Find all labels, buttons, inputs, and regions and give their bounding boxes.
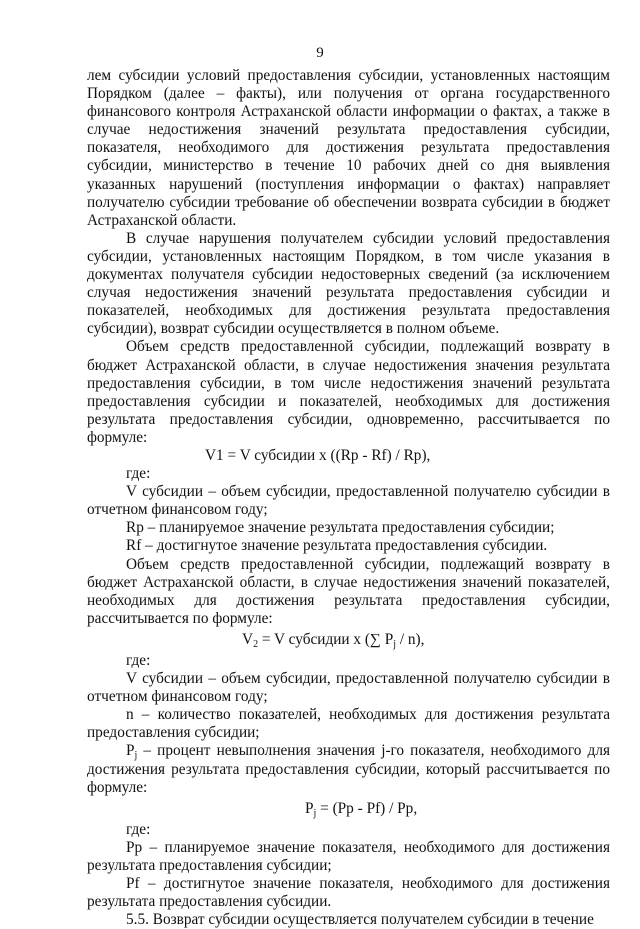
formula-pj-tail: = (Pp - Pf) / Pp, [316,799,418,817]
formula-pj [87,800,610,818]
formula-pj-sub: j [313,807,317,819]
where-label: где: [126,820,151,838]
formula-v1: V1 = V субсидии x ((Rp - Rf) / Rp), [205,446,431,464]
formula-pj-lhs: P [305,799,314,817]
page-number: 9 [316,45,324,61]
where-label: где: [126,465,151,483]
paragraph-return-volume-indicators: Объем средств предоставленной субсидии, подлежащий возврату в бюджет Астраханской области, в случае недостижения значений показателей, необходимых для достижения результата предоставления субсидии, рассчитывается по формуле: [87,555,610,627]
definition-pj-text: – процент невыполнения значения j-го показателя, необходимого для достижения результата предоставления субсидии, который рассчитывается по формуле: [87,742,610,796]
formula-v2-mid: = V субсидии x (∑ P [258,630,394,648]
definition-rp: Rp – планируемое значение результата предоставления субсидии; [126,519,555,537]
definition-pj [87,742,610,796]
definition-n: n – количество показателей, необходимых для достижения результата предоставления субсидии; [87,706,610,742]
formula-v2 [87,631,610,649]
definition-pf: Pf – достигнутое значение показателя, необходимого для достижения результата предоставления субсидии. [87,875,610,911]
definition-pp: Pp – планируемое значение показателя, необходимого для достижения результата предоставления субсидии; [87,838,610,875]
formula-v2-lhs-sub: 2 [253,638,259,650]
formula-v2-tail: / n), [396,630,425,648]
paragraph-continuation: лем субсидии условий предоставления субсидии, установленных настоящим Порядком (далее – факты), или получения от органа государственного финансового контроля Астраханской области информации о фактах, а также в случае недостижения значений результата предоставления субсидии, показателя, необходимого для достижения результата предоставления субсидии, министерство в течение 10 рабочих дней со дня выявления указанных нарушений (поступления информации о фактах) направляет получателю субсидии требование об обеспечении возврата субсидии в бюджет Астраханской области. [87,67,610,229]
definition-pj-symbol: P [126,742,135,760]
formula-v2-sub: j [393,638,397,650]
formula-v2-lhs: V [242,630,254,648]
paragraph-full-return: В случае нарушения получателем субсидии условий предоставления субсидии, установленных настоящим Порядком, в том числе указания в документах получателя субсидии недостоверных сведений (за исключением случая недостижения значений результата предоставления субсидии и показателей, необходимых для достижения результата предоставления субсидии), возврат субсидии осуществляется в полном объеме. [87,229,610,338]
definition-v-subsidy: V субсидии – объем субсидии, предоставленной получателю субсидии в отчетном финансовом году; [87,670,610,706]
where-label: где: [126,652,151,669]
paragraph-return-volume-result: Объем средств предоставленной субсидии, подлежащий возврату в бюджет Астраханской области, в случае недостижения значения результата предоставления субсидии, в том числе недостижения значений результата предоставления субсидии и показателей, необходимых для достижения результата предоставления субсидии, одновременно, рассчитывается по формуле: [87,338,610,446]
document-body [87,67,610,929]
definition-rf: Rf – достигнутое значение результата предоставления субсидии. [126,537,548,555]
paragraph-5-5: 5.5. Возврат субсидии осуществляется получателем субсидии в течение [126,911,594,929]
definition-v-subsidy: V субсидии – объем субсидии, предоставленной получателю субсидии в отчетном финансовом году; [87,483,610,519]
definition-pj-sub: j [134,750,138,762]
